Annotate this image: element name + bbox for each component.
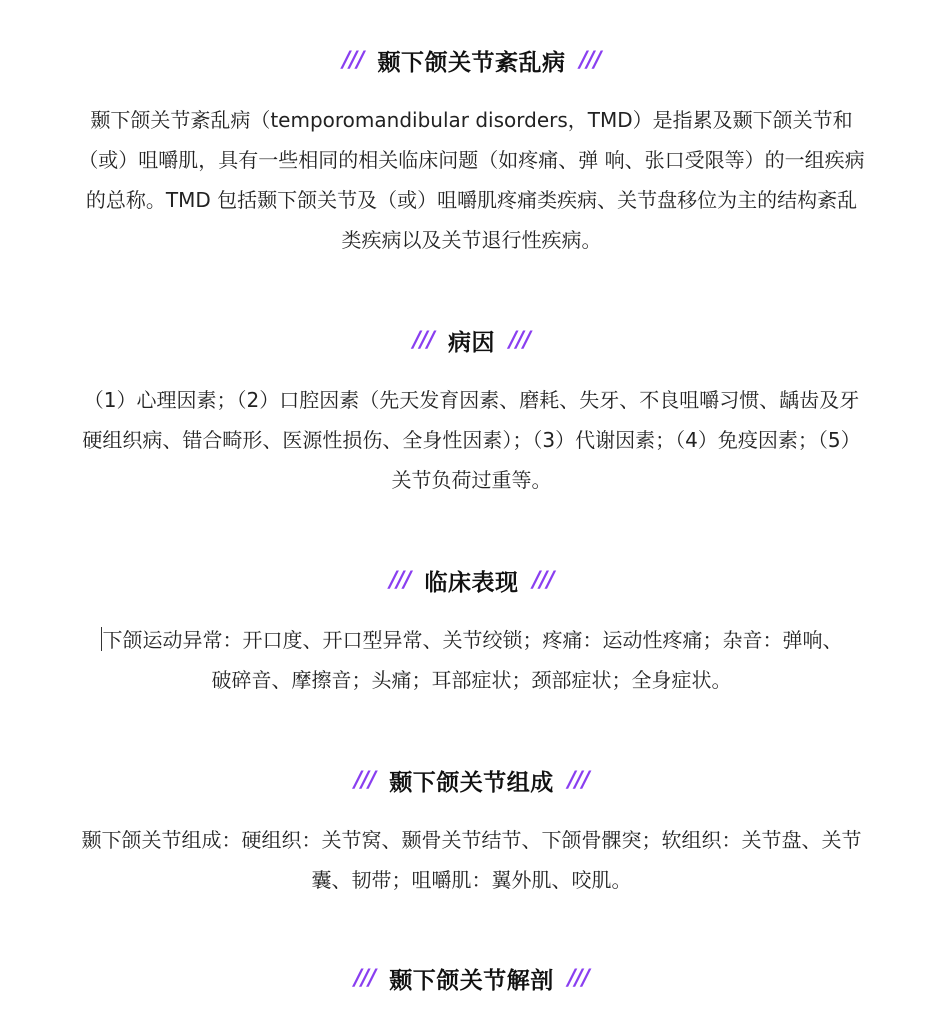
slash-decoration-icon: /// [354, 965, 376, 991]
section-title: 临床表现 [424, 569, 519, 596]
section-heading [0, 320, 943, 360]
slash-decoration-icon: /// [567, 965, 589, 991]
slash-decoration-icon: /// [567, 767, 589, 793]
slash-decoration-icon: /// [532, 567, 554, 593]
section-tmj-anatomy [0, 958, 943, 998]
section-paragraph: 颞下颌关节紊乱病（temporomandibular disorders，TMD）是指累及颞下颌关节和（或）咀嚼肌，具有一些相同的相关临床问题（如疼痛、弹 响、张口受限等）的一组疾病的总称。TMD 包括颞下颌关节及（或）咀嚼肌疼痛类疾病、关节盘移位为主的结构紊乱类疾病以及关节退行性疾病。 [78, 108, 865, 252]
section-clinical-manifestations [0, 560, 943, 700]
slash-decoration-icon: /// [509, 327, 531, 353]
slash-decoration-icon: /// [389, 567, 411, 593]
slash-decoration-icon: /// [342, 47, 364, 73]
section-tmj-composition [0, 760, 943, 900]
section-tmd-intro [0, 40, 943, 260]
section-title: 病因 [448, 329, 495, 356]
text-cursor [101, 627, 102, 651]
slash-decoration-icon: /// [412, 327, 434, 353]
section-heading [0, 40, 943, 80]
section-etiology [0, 320, 943, 500]
slash-decoration-icon: /// [354, 767, 376, 793]
section-paragraph: 颞下颌关节组成：硬组织：关节窝、颞骨关节结节、下颌骨髁突；软组织：关节盘、关节囊、韧带；咀嚼肌：翼外肌、咬肌。 [81, 828, 862, 892]
section-paragraph: （1）心理因素；（2）口腔因素（先天发育因素、磨耗、失牙、不良咀嚼习惯、龋齿及牙硬组织病、错合畸形、医源性损伤、全身性因素）；（3）代谢因素；（4）免疫因素；（5）关节负荷过重等。 [82, 388, 861, 492]
section-heading [0, 958, 943, 998]
section-title: 颞下颌关节解剖 [389, 967, 554, 994]
section-title: 颞下颌关节紊乱病 [377, 49, 566, 76]
section-heading [0, 760, 943, 800]
slash-decoration-icon: /// [579, 47, 601, 73]
section-heading [0, 560, 943, 600]
section-paragraph-text: 下颌运动异常：开口度、开口型异常、关节绞锁；疼痛：运动性疼痛；杂音：弹响、破碎音、摩擦音；头痛；耳部症状；颈部症状；全身症状。 [102, 628, 843, 692]
section-paragraph[interactable] [92, 620, 852, 700]
section-title: 颞下颌关节组成 [389, 769, 554, 796]
